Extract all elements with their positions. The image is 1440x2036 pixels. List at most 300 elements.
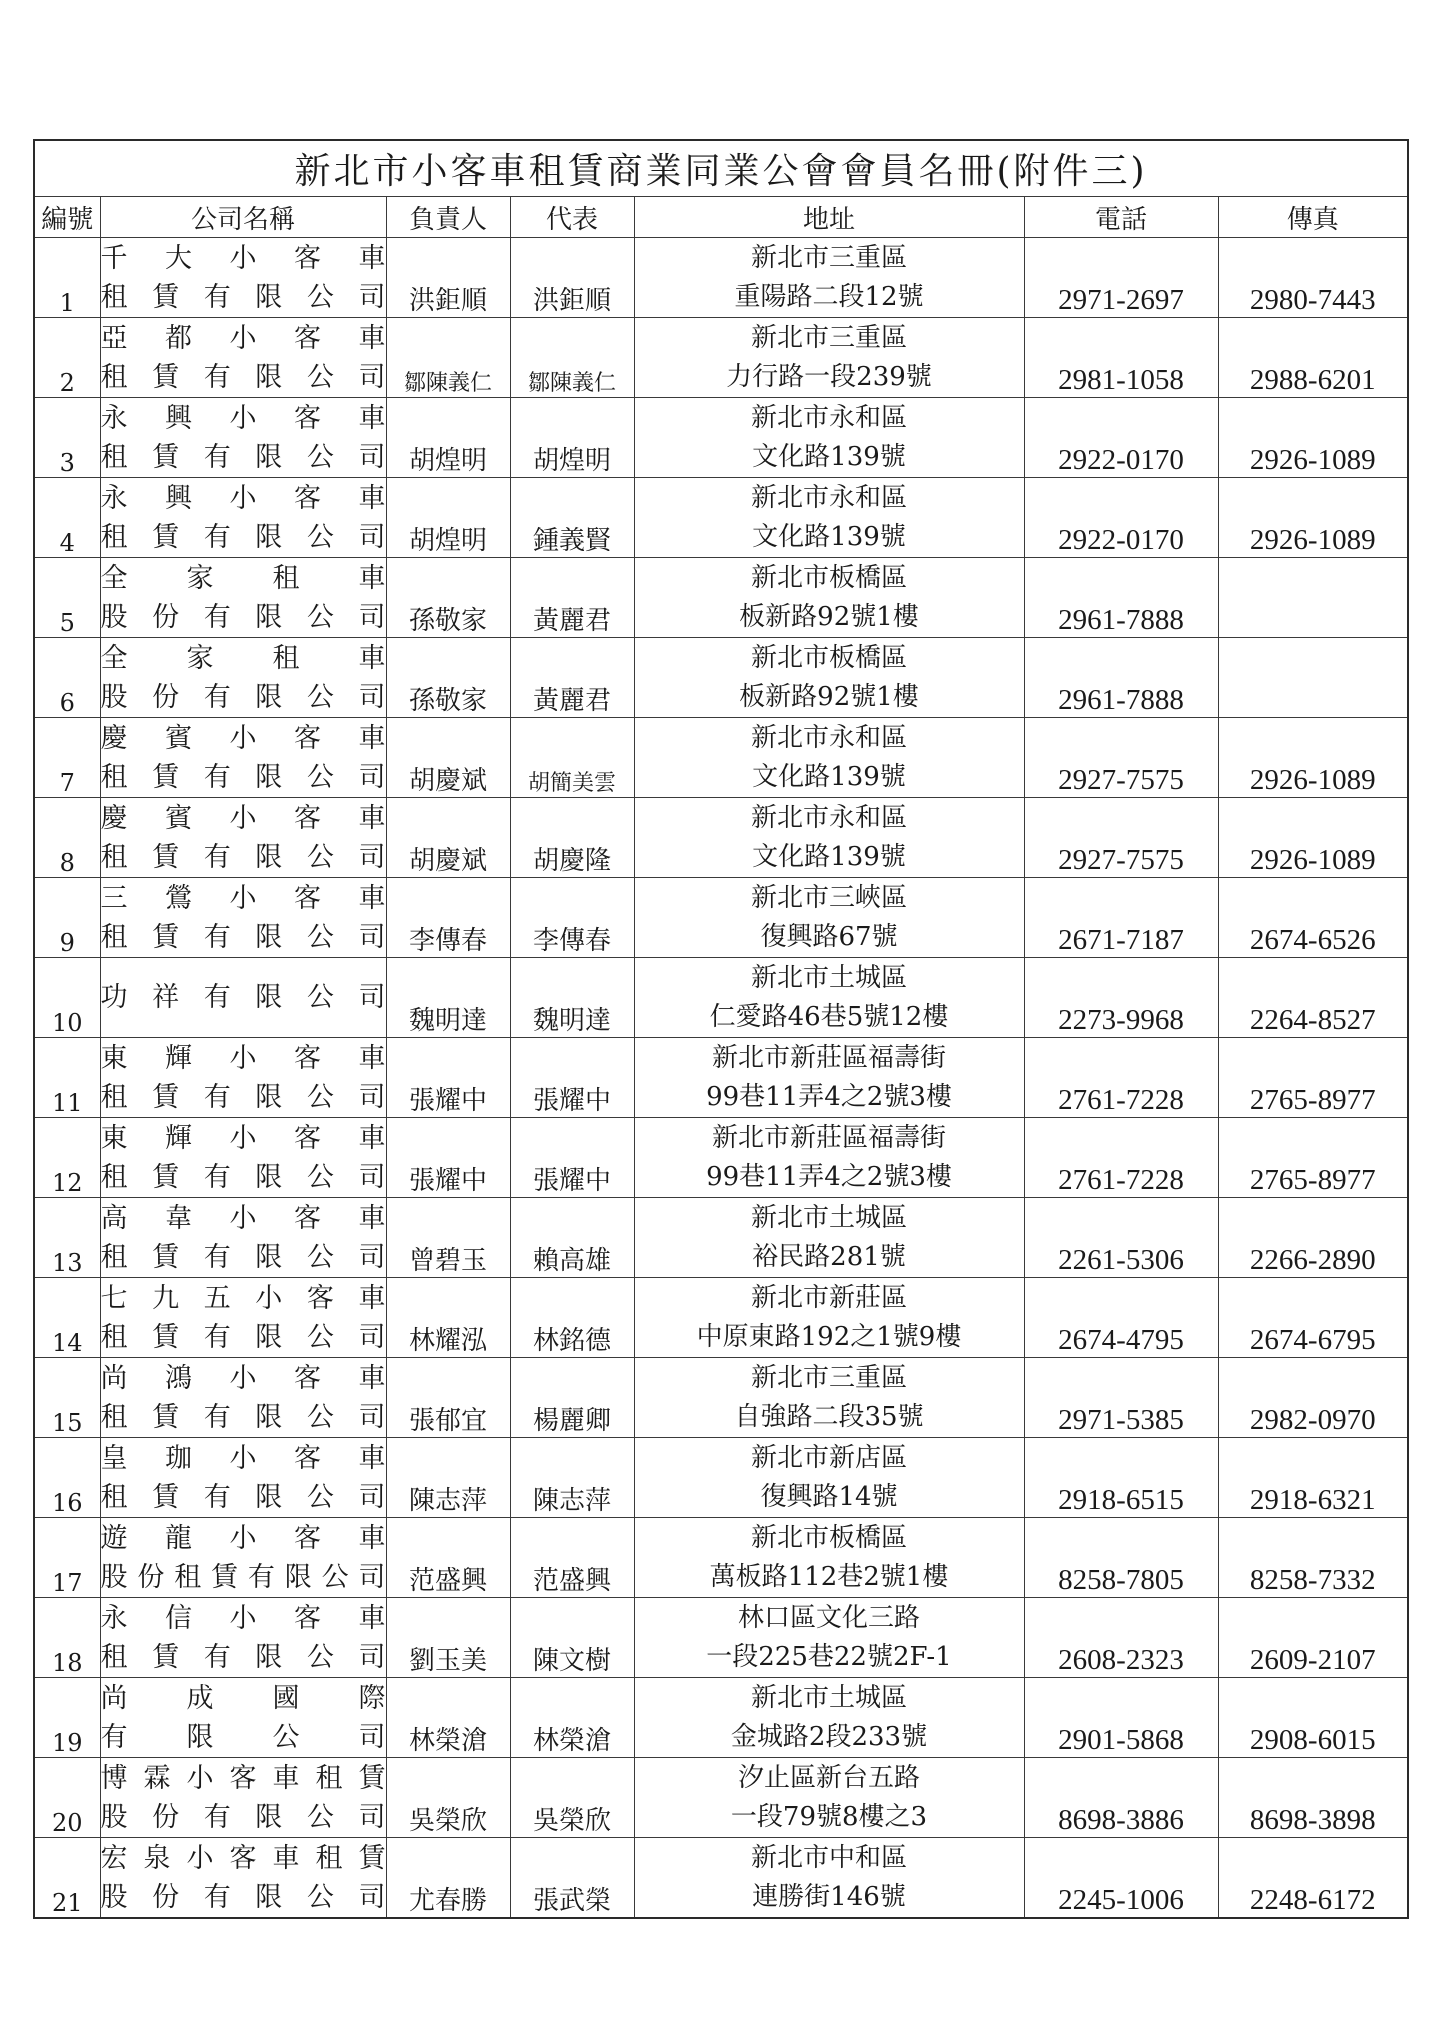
company-name-cell (100, 638, 386, 718)
company-name-char: 客 (294, 242, 321, 274)
representative: 李傳春 (510, 878, 634, 958)
company-name-char: 客 (294, 722, 321, 754)
person-in-charge: 魏明達 (386, 958, 510, 1038)
row-number: 16 (34, 1438, 100, 1518)
header-address: 地址 (634, 197, 1024, 238)
company-name-char: 九 (152, 1282, 180, 1314)
company-name-line (101, 1318, 386, 1357)
address-line: 裕民路281號 (752, 1241, 906, 1272)
company-name-line (101, 1158, 386, 1197)
address-line: 連勝街146號 (752, 1881, 906, 1912)
header-representative: 代表 (510, 197, 634, 238)
company-name-char: 客 (306, 1282, 334, 1314)
company-name-char: 限 (255, 521, 283, 553)
company-name-char: 有 (203, 761, 231, 793)
company-name-char: 車 (358, 1042, 386, 1074)
company-name-char: 公 (306, 601, 334, 633)
company-name-char: 司 (358, 1161, 386, 1193)
company-name-char: 租 (100, 921, 128, 953)
table-row (34, 878, 1408, 958)
address-line: 復興路67號 (760, 921, 898, 952)
address-line: 文化路139號 (752, 521, 906, 552)
company-name-char: 租 (315, 1842, 343, 1874)
company-name-char: 東 (100, 1042, 128, 1074)
address-line: 新北市永和區 (750, 402, 907, 433)
company-name-char: 客 (294, 322, 321, 354)
address-line: 新北市板橋區 (750, 1522, 907, 1553)
address-line: 新北市土城區 (750, 962, 907, 993)
company-name-char: 限 (255, 1321, 283, 1353)
representative: 陳志萍 (510, 1438, 634, 1518)
company-name-char: 小 (229, 882, 257, 914)
company-name-char: 租 (100, 1401, 128, 1433)
column-header-row (34, 197, 1408, 238)
company-name-char: 興 (165, 402, 192, 434)
company-name-cell (100, 798, 386, 878)
company-name-char: 有 (203, 1801, 231, 1833)
address-line: 新北市三重區 (750, 322, 907, 353)
company-name-char: 小 (229, 802, 257, 834)
company-name-line (101, 479, 386, 518)
address-line: 金城路2段233號 (730, 1721, 928, 1752)
company-name-char: 遊 (100, 1522, 128, 1554)
phone-number: 2927-7575 (1024, 718, 1218, 798)
header-no: 編號 (34, 197, 100, 238)
address-cell (634, 638, 1024, 718)
address-line: 新北市新莊區福壽街 (711, 1122, 946, 1153)
company-name-char: 小 (229, 1602, 257, 1634)
company-name-char: 公 (306, 1161, 334, 1193)
person-in-charge: 孫敬家 (386, 558, 510, 638)
company-name-char: 限 (255, 1801, 283, 1833)
company-name-char: 有 (100, 1721, 128, 1753)
company-name-char: 小 (229, 322, 257, 354)
company-name-line (101, 1878, 386, 1917)
company-name-char: 租 (100, 1161, 128, 1193)
roster-title: 新北市小客車租賃商業同業公會會員名冊(附件三) (34, 140, 1408, 197)
company-name-line (101, 1519, 386, 1558)
company-name-char: 限 (255, 1081, 283, 1113)
company-name-char: 限 (255, 361, 283, 393)
address-line: 新北市三重區 (750, 1362, 907, 1393)
address-cell (634, 1038, 1024, 1118)
row-number: 13 (34, 1198, 100, 1278)
company-name-char: 賃 (152, 921, 180, 953)
company-name-char: 有 (203, 1081, 231, 1113)
fax-number: 2674-6795 (1218, 1278, 1408, 1358)
person-in-charge: 胡煌明 (386, 478, 510, 558)
address-line: 汐止區新台五路 (737, 1762, 920, 1793)
phone-number: 2245-1006 (1024, 1838, 1218, 1919)
company-name-char: 客 (294, 882, 321, 914)
company-name-char: 際 (358, 1682, 386, 1714)
address-cell (634, 1838, 1024, 1919)
company-name-char: 股 (100, 1561, 128, 1593)
company-name-char: 租 (100, 841, 128, 873)
table-row (34, 238, 1408, 318)
company-name-char: 司 (358, 1641, 386, 1673)
company-name-char: 車 (358, 1522, 386, 1554)
company-name-line (101, 838, 386, 877)
representative: 吳榮欣 (510, 1758, 634, 1838)
phone-number: 2918-6515 (1024, 1438, 1218, 1518)
company-name-line (101, 1199, 386, 1238)
company-name-line (101, 1718, 386, 1757)
company-name-char: 股 (100, 681, 128, 713)
table-row (34, 1518, 1408, 1598)
table-row (34, 1678, 1408, 1758)
address-line: 文化路139號 (752, 841, 906, 872)
company-name-char: 有 (247, 1561, 275, 1593)
table-row (34, 1438, 1408, 1518)
table-row (34, 398, 1408, 478)
company-name-char: 客 (294, 482, 321, 514)
company-name-char: 司 (358, 1081, 386, 1113)
company-name-line (101, 278, 386, 317)
row-number: 17 (34, 1518, 100, 1598)
phone-number: 2261-5306 (1024, 1198, 1218, 1278)
representative: 楊麗卿 (510, 1358, 634, 1438)
address-line: 新北市土城區 (750, 1682, 907, 1713)
row-number: 20 (34, 1758, 100, 1838)
company-name-char: 全 (100, 642, 128, 674)
company-name-char: 公 (321, 1561, 349, 1593)
representative: 張耀中 (510, 1118, 634, 1198)
company-name-char: 車 (358, 802, 386, 834)
representative: 賴高雄 (510, 1198, 634, 1278)
company-name-char: 限 (255, 601, 283, 633)
representative: 范盛興 (510, 1518, 634, 1598)
company-name-char: 家 (186, 642, 214, 674)
company-name-char: 司 (358, 921, 386, 953)
company-name-line (101, 758, 386, 797)
company-name-char: 司 (358, 1481, 386, 1513)
company-name-char: 車 (358, 322, 386, 354)
company-name-char: 車 (358, 482, 386, 514)
address-cell (634, 238, 1024, 318)
header-fax: 傳真 (1218, 197, 1408, 238)
company-name-char: 公 (306, 921, 334, 953)
company-name-line (101, 559, 386, 598)
phone-number: 2971-5385 (1024, 1358, 1218, 1438)
company-name-line (101, 1759, 386, 1798)
fax-number: 2674-6526 (1218, 878, 1408, 958)
representative: 林銘德 (510, 1278, 634, 1358)
company-name-char: 車 (358, 722, 386, 754)
phone-number: 2761-7228 (1024, 1118, 1218, 1198)
company-name-char: 公 (306, 1081, 334, 1113)
row-number: 11 (34, 1038, 100, 1118)
person-in-charge: 陳志萍 (386, 1438, 510, 1518)
company-name-char: 限 (255, 441, 283, 473)
company-name-char: 賃 (358, 1842, 386, 1874)
company-name-char: 輝 (165, 1122, 192, 1154)
company-name-char: 全 (100, 562, 128, 594)
company-name-char: 五 (203, 1282, 231, 1314)
company-name-char: 公 (306, 982, 334, 1013)
company-name-char: 份 (137, 1561, 165, 1593)
company-name-char: 小 (229, 1522, 257, 1554)
company-name-cell (100, 1598, 386, 1678)
address-line: 新北市新莊區 (750, 1282, 907, 1313)
company-name-char: 司 (358, 1801, 386, 1833)
company-name-char: 有 (203, 521, 231, 553)
company-name-char: 公 (306, 521, 334, 553)
representative: 張耀中 (510, 1038, 634, 1118)
company-name-char: 高 (100, 1202, 128, 1234)
company-name-char: 賃 (152, 521, 180, 553)
company-name-line (101, 978, 386, 1017)
phone-number: 2922-0170 (1024, 398, 1218, 478)
row-number: 21 (34, 1838, 100, 1919)
company-name-char: 賃 (152, 441, 180, 473)
company-name-char: 賃 (152, 761, 180, 793)
address-line: 一段225巷22號2F-1 (706, 1641, 952, 1672)
company-name-char: 租 (100, 1241, 128, 1273)
company-name-char: 有 (203, 921, 231, 953)
address-cell (634, 1358, 1024, 1438)
company-name-cell (100, 478, 386, 558)
row-number: 10 (34, 958, 100, 1038)
company-name-line (101, 518, 386, 557)
company-name-cell (100, 238, 386, 318)
company-name-char: 車 (358, 642, 386, 674)
fax-number: 2980-7443 (1218, 238, 1408, 318)
person-in-charge: 張郁宜 (386, 1358, 510, 1438)
person-in-charge: 李傳春 (386, 878, 510, 958)
address-line: 力行路一段239號 (726, 361, 932, 392)
company-name-char: 有 (203, 1241, 231, 1273)
company-name-line (101, 639, 386, 678)
company-name-char: 司 (358, 841, 386, 873)
company-name-char: 租 (174, 1561, 202, 1593)
company-name-char: 有 (203, 1401, 231, 1433)
fax-number: 2908-6015 (1218, 1678, 1408, 1758)
header-person-in-charge: 負責人 (386, 197, 510, 238)
company-name-char: 公 (306, 441, 334, 473)
member-roster-table (33, 139, 1409, 1919)
company-name-char: 股 (100, 1801, 128, 1833)
company-name-char: 小 (229, 482, 257, 514)
company-name-char: 賃 (152, 1481, 180, 1513)
row-number: 19 (34, 1678, 100, 1758)
company-name-line (101, 1279, 386, 1318)
company-name-char: 有 (203, 1321, 231, 1353)
company-name-char: 賃 (152, 1641, 180, 1673)
company-name-char: 永 (100, 1602, 128, 1634)
address-cell (634, 798, 1024, 878)
company-name-char: 客 (294, 1602, 321, 1634)
company-name-line (101, 1119, 386, 1158)
company-name-cell (100, 398, 386, 478)
company-name-line (101, 1638, 386, 1677)
company-name-char: 有 (203, 1161, 231, 1193)
company-name-char: 公 (306, 1881, 334, 1913)
company-name-char: 司 (358, 1401, 386, 1433)
company-name-cell (100, 1118, 386, 1198)
address-line: 99巷11弄4之2號3樓 (706, 1081, 952, 1112)
company-name-char: 車 (358, 242, 386, 274)
phone-number: 2927-7575 (1024, 798, 1218, 878)
company-name-cell (100, 558, 386, 638)
company-name-char: 尚 (100, 1682, 128, 1714)
fax-number: 8258-7332 (1218, 1518, 1408, 1598)
company-name-char: 信 (165, 1602, 192, 1634)
table-row (34, 798, 1408, 878)
company-name-char: 份 (152, 1801, 180, 1833)
company-name-char: 司 (358, 521, 386, 553)
address-line: 文化路139號 (752, 761, 906, 792)
fax-number: 2918-6321 (1218, 1438, 1408, 1518)
representative: 黃麗君 (510, 558, 634, 638)
company-name-char: 車 (358, 1442, 386, 1474)
address-line: 中原東路192之1號9樓 (696, 1321, 962, 1352)
fax-number: 2926-1089 (1218, 798, 1408, 878)
fax-number: 2926-1089 (1218, 478, 1408, 558)
company-name-char: 賃 (152, 281, 180, 313)
address-line: 新北市土城區 (750, 1202, 907, 1233)
company-name-char: 司 (358, 1321, 386, 1353)
address-cell (634, 718, 1024, 798)
company-name-char: 司 (358, 681, 386, 713)
company-name-char: 司 (358, 441, 386, 473)
representative: 胡簡美雲 (510, 718, 634, 798)
company-name-char: 司 (358, 1881, 386, 1913)
phone-number: 2961-7888 (1024, 558, 1218, 638)
company-name-line (101, 1798, 386, 1837)
phone-number: 2981-1058 (1024, 318, 1218, 398)
company-name-char: 賓 (165, 802, 192, 834)
company-name-char: 限 (284, 1561, 312, 1593)
company-name-char: 客 (294, 402, 321, 434)
address-line: 仁愛路46巷5號12樓 (709, 1001, 949, 1032)
company-name-char: 租 (100, 361, 128, 393)
company-name-char: 賓 (165, 722, 192, 754)
table-row (34, 1278, 1408, 1358)
table-row (34, 1758, 1408, 1838)
company-name-char: 車 (358, 562, 386, 594)
company-name-char: 都 (165, 322, 192, 354)
company-name-line (101, 1839, 386, 1878)
company-name-char: 龍 (165, 1522, 192, 1554)
header-phone: 電話 (1024, 197, 1218, 238)
roster-body (34, 238, 1408, 1919)
fax-number: 8698-3898 (1218, 1758, 1408, 1838)
company-name-char: 賃 (152, 1321, 180, 1353)
table-row (34, 1358, 1408, 1438)
company-name-line (101, 319, 386, 358)
address-line: 自強路二段35號 (734, 1401, 924, 1432)
fax-number: 2266-2890 (1218, 1198, 1408, 1278)
company-name-char: 限 (255, 1161, 283, 1193)
row-number: 14 (34, 1278, 100, 1358)
company-name-line (101, 239, 386, 278)
company-name-cell (100, 958, 386, 1038)
person-in-charge: 張耀中 (386, 1118, 510, 1198)
company-name-char: 亞 (100, 322, 128, 354)
address-line: 新北市永和區 (750, 802, 907, 833)
company-name-char: 限 (255, 681, 283, 713)
company-name-char: 司 (358, 1561, 386, 1593)
company-name-line (101, 1478, 386, 1517)
company-name-char: 租 (315, 1762, 343, 1794)
table-row (34, 1598, 1408, 1678)
company-name-line (101, 1078, 386, 1117)
company-name-char: 車 (272, 1842, 300, 1874)
company-name-line (101, 1039, 386, 1078)
company-name-cell (100, 1838, 386, 1919)
company-name-char: 租 (100, 1081, 128, 1113)
company-name-char: 小 (229, 1362, 257, 1394)
company-name-char: 有 (203, 1881, 231, 1913)
company-name-char: 公 (306, 361, 334, 393)
phone-number: 2608-2323 (1024, 1598, 1218, 1678)
company-name-char: 股 (100, 601, 128, 633)
company-name-char: 客 (229, 1842, 257, 1874)
company-name-cell (100, 1198, 386, 1278)
person-in-charge: 鄒陳義仁 (386, 318, 510, 398)
company-name-char: 公 (306, 1481, 334, 1513)
phone-number: 2971-2697 (1024, 238, 1218, 318)
company-name-char: 泉 (143, 1842, 171, 1874)
fax-number: 2982-0970 (1218, 1358, 1408, 1438)
company-name-char: 司 (358, 761, 386, 793)
table-row (34, 478, 1408, 558)
person-in-charge: 尤春勝 (386, 1838, 510, 1919)
company-name-char: 限 (255, 1241, 283, 1273)
company-name-char: 小 (186, 1762, 214, 1794)
company-name-char: 有 (203, 681, 231, 713)
address-cell (634, 1758, 1024, 1838)
company-name-char: 小 (186, 1842, 214, 1874)
row-number: 3 (34, 398, 100, 478)
company-name-char: 成 (186, 1682, 214, 1714)
company-name-char: 千 (100, 242, 128, 274)
company-name-line (101, 598, 386, 637)
company-name-char: 租 (100, 1321, 128, 1353)
representative: 洪鉅順 (510, 238, 634, 318)
fax-number: 2988-6201 (1218, 318, 1408, 398)
address-line: 新北市永和區 (750, 722, 907, 753)
company-name-char: 有 (203, 982, 231, 1013)
company-name-cell (100, 718, 386, 798)
table-row (34, 318, 1408, 398)
company-name-char: 有 (203, 1641, 231, 1673)
person-in-charge: 胡慶斌 (386, 718, 510, 798)
company-name-char: 公 (306, 1321, 334, 1353)
address-line: 新北市新莊區福壽街 (711, 1042, 946, 1073)
table-row (34, 558, 1408, 638)
address-line: 萬板路112巷2號1樓 (709, 1561, 949, 1592)
person-in-charge: 范盛興 (386, 1518, 510, 1598)
row-number: 5 (34, 558, 100, 638)
company-name-char: 租 (272, 562, 300, 594)
row-number: 9 (34, 878, 100, 958)
company-name-char: 租 (100, 281, 128, 313)
company-name-line (101, 1238, 386, 1277)
row-number: 7 (34, 718, 100, 798)
table-row (34, 958, 1408, 1038)
table-row (34, 1198, 1408, 1278)
company-name-char: 租 (100, 1641, 128, 1673)
company-name-cell (100, 1518, 386, 1598)
company-name-line (101, 879, 386, 918)
person-in-charge: 林榮滄 (386, 1678, 510, 1758)
address-line: 復興路14號 (760, 1481, 898, 1512)
representative: 鄒陳義仁 (510, 318, 634, 398)
address-cell (634, 1598, 1024, 1678)
company-name-char: 韋 (165, 1202, 192, 1234)
